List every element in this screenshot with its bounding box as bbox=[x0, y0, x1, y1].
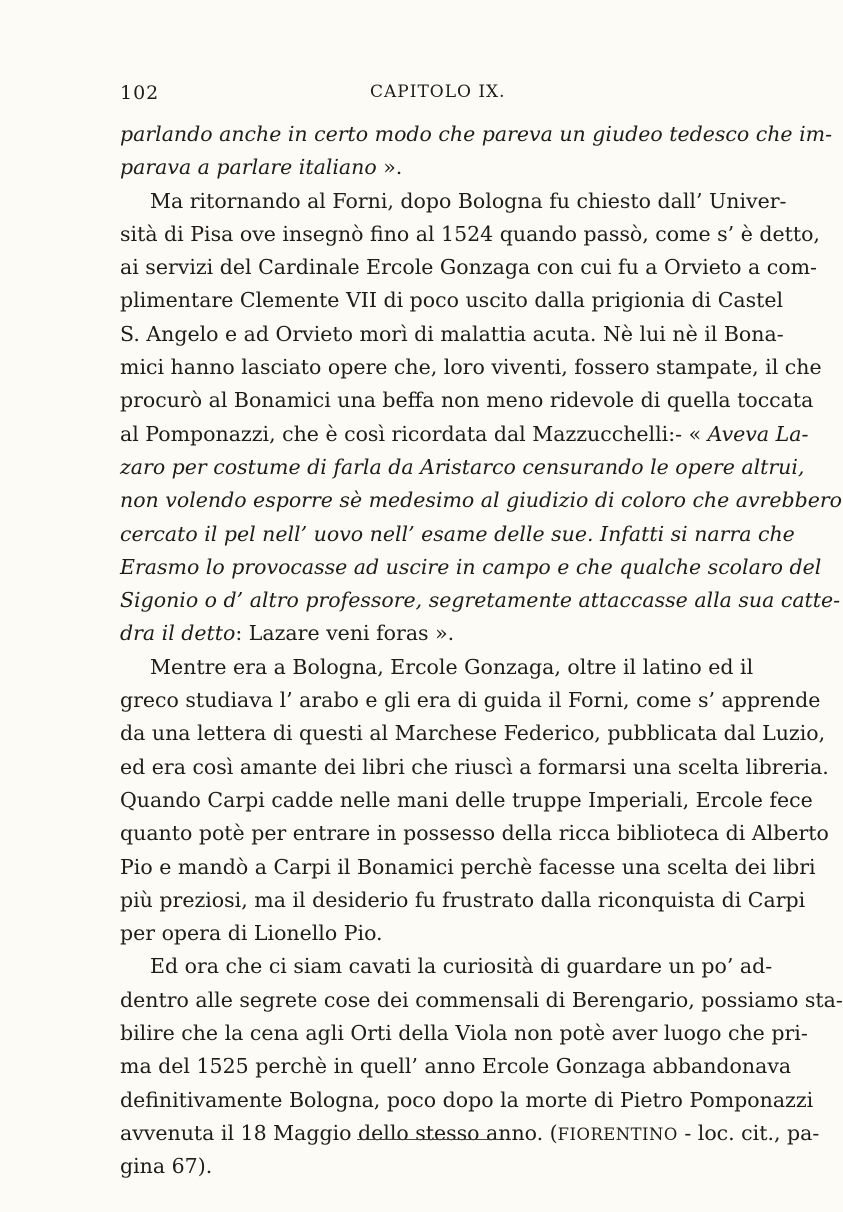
text-line bbox=[120, 584, 841, 617]
text-line bbox=[120, 851, 816, 884]
text-line bbox=[120, 1017, 808, 1050]
line-text: non volendo esporre sè medesimo al giudizio di coloro che avrebbero bbox=[120, 488, 843, 513]
text-line bbox=[120, 484, 843, 517]
line-text: Pio e mandò a Carpi il Bonamici perchè facesse una scelta dei libri bbox=[120, 854, 816, 879]
text-line bbox=[120, 284, 784, 317]
line-text: Erasmo lo provocasse ad uscire in campo e che qualche scolaro del bbox=[120, 554, 822, 579]
line-tail: : Lazare veni foras ». bbox=[235, 621, 455, 646]
author-smallcaps: FIORENTINO bbox=[557, 1124, 678, 1144]
line-tail: - loc. cit., pa- bbox=[677, 1120, 820, 1145]
text-line bbox=[120, 684, 821, 717]
footnote-rule bbox=[357, 1139, 500, 1140]
line-text: ai servizi del Cardinale Ercole Gonzaga con cui fu a Orvieto a com- bbox=[120, 255, 817, 280]
text-line bbox=[120, 551, 822, 584]
line-italic-tail: Aveva La- bbox=[707, 421, 809, 446]
text-line bbox=[120, 984, 843, 1017]
text-line bbox=[120, 251, 817, 284]
line-text: gina 67). bbox=[120, 1154, 213, 1179]
line-text: dentro alle segrete cose dei commensali di Berengario, possiamo sta- bbox=[120, 987, 843, 1012]
text-line bbox=[120, 451, 805, 484]
text-line bbox=[120, 817, 829, 850]
line-text: ma del 1525 perchè in quell’ anno Ercole Gonzaga abbandonava bbox=[120, 1054, 792, 1079]
line-text: bilire che la cena agli Orti della Viola non potè aver luogo che pri- bbox=[120, 1021, 808, 1046]
text-line bbox=[120, 1117, 820, 1150]
text-line bbox=[120, 751, 829, 784]
text-line bbox=[120, 185, 787, 218]
line-text: Sigonio o d’ altro professore, segretamente attaccasse alla sua catte- bbox=[120, 588, 841, 613]
line-text: Ed ora che ci siam cavati la curiosità di guardare un po’ ad- bbox=[150, 954, 773, 979]
text-line bbox=[120, 1050, 792, 1083]
line-text: plimentare Clemente VII di poco uscito dalla prigionia di Castel bbox=[120, 288, 784, 313]
line-text: per opera di Lionello Pio. bbox=[120, 921, 383, 946]
line-text: cercato il pel nell’ uovo nell’ esame delle sue. Infatti si narra che bbox=[120, 521, 795, 546]
text-line bbox=[120, 151, 686, 184]
text-line bbox=[120, 118, 832, 151]
line-text: Ma ritornando al Forni, dopo Bologna fu chiesto dall’ Univer- bbox=[150, 188, 787, 213]
text-line bbox=[120, 884, 806, 917]
line-text: sità di Pisa ove insegnò fino al 1524 quando passò, come s’ è detto, bbox=[120, 221, 820, 246]
line-text: da una lettera di questi al Marchese Federico, pubblicata dal Luzio, bbox=[120, 721, 826, 746]
text-line bbox=[120, 917, 686, 950]
line-text: procurò al Bonamici una beffa non meno ridevole di quella toccata bbox=[120, 388, 814, 413]
text-line bbox=[120, 784, 813, 817]
line-text: greco studiava l’ arabo e gli era di guida il Forni, come s’ apprende bbox=[120, 688, 821, 713]
line-text: mici hanno lasciato opere che, loro viventi, fossero stampate, il che bbox=[120, 355, 822, 380]
line-text: più preziosi, ma il desiderio fu frustrato dalla riconquista di Carpi bbox=[120, 887, 806, 912]
running-head: CAPITOLO IX. bbox=[370, 82, 506, 102]
line-text: dra il detto bbox=[120, 621, 236, 646]
text-line bbox=[120, 318, 784, 351]
line-text: Quando Carpi cadde nelle mani delle truppe Imperiali, Ercole fece bbox=[120, 787, 813, 812]
text-line bbox=[120, 1150, 686, 1183]
text-line bbox=[120, 1084, 814, 1117]
line-text: Mentre era a Bologna, Ercole Gonzaga, oltre il latino ed il bbox=[150, 654, 754, 679]
line-text: definitivamente Bologna, poco dopo la morte di Pietro Pomponazzi bbox=[120, 1087, 814, 1112]
text-line bbox=[120, 384, 814, 417]
page-number: 102 bbox=[120, 82, 160, 104]
line-text: al Pomponazzi, che è così ricordata dal Mazzucchelli:- « bbox=[120, 421, 708, 446]
text-line bbox=[120, 518, 795, 551]
text-line bbox=[120, 218, 820, 251]
text-line bbox=[120, 651, 754, 684]
line-text: quanto potè per entrare in possesso della ricca biblioteca di Alberto bbox=[120, 821, 829, 846]
line-text: parlando anche in certo modo che pareva un giudeo tedesco che im- bbox=[120, 122, 832, 146]
line-text: avvenuta il 18 Maggio dello stesso anno. ( bbox=[120, 1120, 558, 1145]
text-line bbox=[120, 418, 809, 451]
line-text: parava a parlare italiano bbox=[120, 155, 377, 180]
text-line bbox=[120, 717, 826, 750]
line-text: zaro per costume di farla da Aristarco censurando le opere altrui, bbox=[120, 454, 805, 479]
text-line bbox=[120, 617, 686, 650]
page-header bbox=[120, 82, 686, 106]
text-line bbox=[120, 351, 822, 384]
line-tail: ». bbox=[376, 155, 403, 180]
body-text bbox=[120, 118, 843, 1184]
text-line bbox=[120, 950, 773, 983]
line-text: S. Angelo e ad Orvieto morì di malattia acuta. Nè lui nè il Bona- bbox=[120, 321, 784, 346]
line-text: ed era così amante dei libri che riuscì a formarsi una scelta libreria. bbox=[120, 754, 829, 779]
